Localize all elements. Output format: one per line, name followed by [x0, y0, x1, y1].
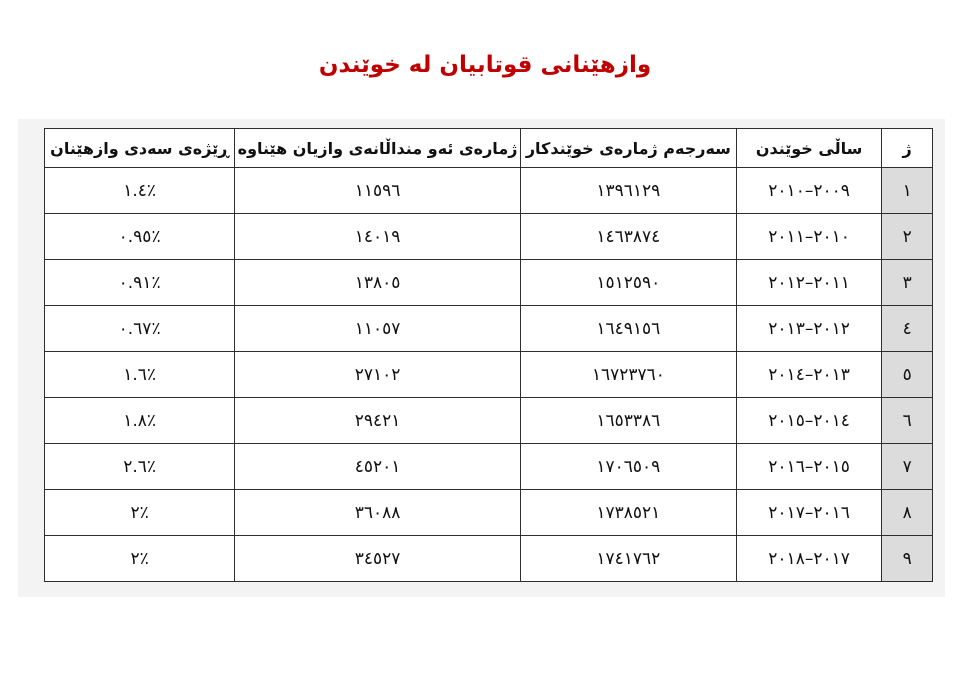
cell-dropout-rate: ٪٠.٩١	[45, 260, 235, 306]
header-total-students: سەرجەم ژمارەی خوێندکار	[520, 129, 736, 168]
header-year: ساڵی خوێندن	[736, 129, 881, 168]
cell-index: ٢	[882, 214, 933, 260]
cell-dropouts: ٤٥٢٠١	[235, 444, 521, 490]
cell-dropout-rate: ٪٢	[45, 490, 235, 536]
cell-dropouts: ٢٩٤٢١	[235, 398, 521, 444]
cell-dropouts: ٣٦٠٨٨	[235, 490, 521, 536]
cell-dropout-rate: ٪١.٨	[45, 398, 235, 444]
cell-year: ٢٠١٥–٢٠١٦	[736, 444, 881, 490]
cell-total-students: ١٧٣٨٥٢١	[520, 490, 736, 536]
cell-index: ٩	[882, 536, 933, 582]
cell-index: ١	[882, 168, 933, 214]
table-row	[45, 306, 933, 352]
cell-dropout-rate: ٪٢	[45, 536, 235, 582]
cell-total-students: ١٤٦٣٨٧٤	[520, 214, 736, 260]
table-row	[45, 490, 933, 536]
cell-total-students: ١٦٧٢٣٧٦٠	[520, 352, 736, 398]
table-row	[45, 352, 933, 398]
cell-year: ٢٠١٦–٢٠١٧	[736, 490, 881, 536]
table-header-row	[45, 129, 933, 168]
cell-year: ٢٠١١–٢٠١٢	[736, 260, 881, 306]
table-row	[45, 536, 933, 582]
cell-total-students: ١٣٩٦١٢٩	[520, 168, 736, 214]
page-title: وازهێنانی قوتابیان له خوێندن	[318, 52, 652, 78]
cell-year: ٢٠١٧–٢٠١٨	[736, 536, 881, 582]
cell-dropout-rate: ٪٠.٩٥	[45, 214, 235, 260]
cell-year: ٢٠١٢–٢٠١٣	[736, 306, 881, 352]
table-row	[45, 398, 933, 444]
cell-total-students: ١٥١٢٥٩٠	[520, 260, 736, 306]
cell-dropouts: ١٣٨٠٥	[235, 260, 521, 306]
table-body	[45, 168, 933, 582]
cell-index: ٨	[882, 490, 933, 536]
header-dropouts: ژمارەی ئەو منداڵانەی وازیان هێناوە	[235, 129, 521, 168]
header-index: ژ	[882, 129, 933, 168]
header-dropout-rate: ڕێژەی سەدی وازهێنان	[45, 129, 235, 168]
cell-dropout-rate: ٪٠.٦٧	[45, 306, 235, 352]
cell-index: ٤	[882, 306, 933, 352]
table-row	[45, 260, 933, 306]
cell-year: ٢٠٠٩–٢٠١٠	[736, 168, 881, 214]
cell-total-students: ١٧٤١٧٦٢	[520, 536, 736, 582]
cell-index: ٧	[882, 444, 933, 490]
table-row	[45, 444, 933, 490]
cell-dropouts: ١٤٠١٩	[235, 214, 521, 260]
cell-dropout-rate: ٪١.٦	[45, 352, 235, 398]
cell-year: ٢٠١٠–٢٠١١	[736, 214, 881, 260]
cell-index: ٣	[882, 260, 933, 306]
cell-total-students: ١٧٠٦٥٠٩	[520, 444, 736, 490]
table-row	[45, 214, 933, 260]
cell-dropouts: ١١٠٥٧	[235, 306, 521, 352]
cell-dropout-rate: ٪١.٤	[45, 168, 235, 214]
cell-year: ٢٠١٤–٢٠١٥	[736, 398, 881, 444]
cell-dropouts: ٣٤٥٢٧	[235, 536, 521, 582]
dropout-table	[44, 128, 933, 582]
cell-index: ٦	[882, 398, 933, 444]
cell-dropout-rate: ٪٢.٦	[45, 444, 235, 490]
cell-total-students: ١٦٥٣٣٨٦	[520, 398, 736, 444]
cell-year: ٢٠١٣–٢٠١٤	[736, 352, 881, 398]
cell-dropouts: ١١٥٩٦	[235, 168, 521, 214]
cell-total-students: ١٦٤٩١٥٦	[520, 306, 736, 352]
cell-dropouts: ٢٧١٠٢	[235, 352, 521, 398]
table-row	[45, 168, 933, 214]
cell-index: ٥	[882, 352, 933, 398]
